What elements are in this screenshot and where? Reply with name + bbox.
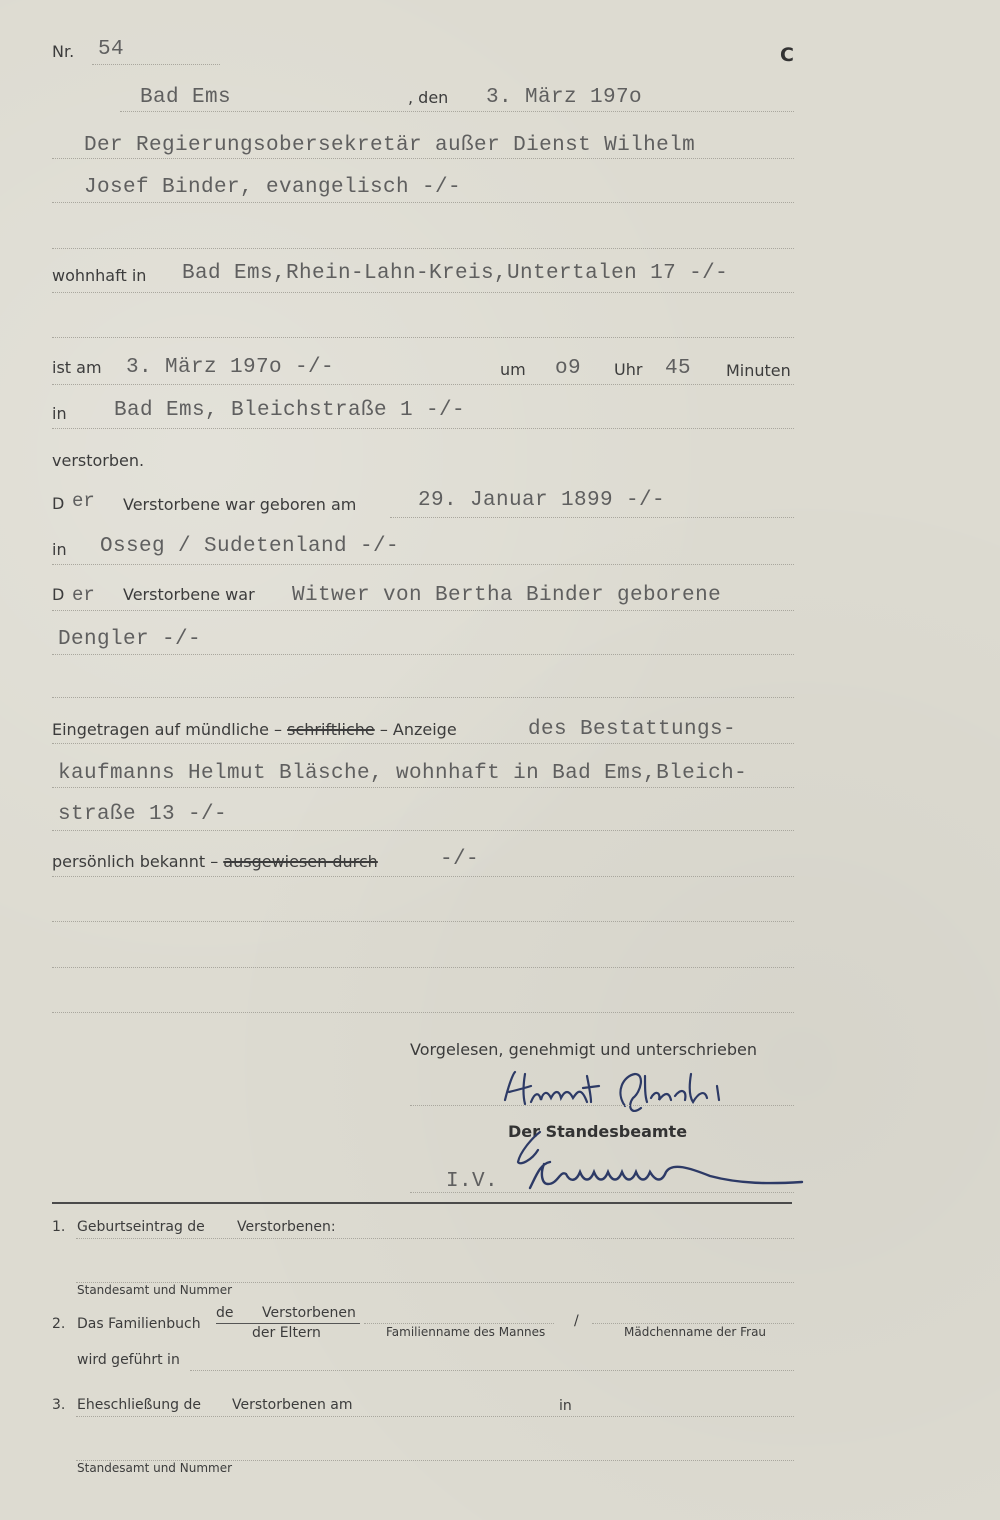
footer-standesamt1-caption: Standesamt und Nummer [77,1283,233,1297]
report-line3: straße 13 -/- [58,803,228,826]
identity-line-4 [52,1012,794,1013]
death-date-label: ist am [52,358,102,377]
footer-item2-de: de [216,1305,234,1321]
marital-article: er [72,584,95,606]
iv-label: I.V. [446,1170,499,1193]
footer-item1-word: Verstorbenen: [237,1219,336,1235]
footer-standesamt3-caption: Standesamt und Nummer [77,1461,233,1475]
marital-line-2 [52,654,794,655]
den-label: , den [408,88,449,107]
nr-value: 54 [98,38,125,61]
footer-item3-number: 3. [52,1397,66,1413]
footer-item3-in: in [559,1398,572,1414]
marital-label: Verstorbene war [123,585,255,604]
residence-value: Bad Ems,Rhein-Lahn-Kreis,Untertalen 17 -/- [182,262,729,285]
footer-item3-label: Eheschließung de [77,1397,201,1413]
place-date-line [120,111,794,112]
informant-signature [495,1062,755,1118]
report-line-rule-1 [52,743,794,744]
death-place-label: in [52,404,67,423]
death-hour: o9 [555,357,582,380]
footer-item3-word: Verstorbenen am [232,1397,353,1413]
footer-item2-number: 2. [52,1316,66,1332]
deceased-name-line1: Der Regierungsobersekretär außer Dienst Wilhelm [84,134,696,157]
footer-husband-name-caption: Familienname des Mannes [386,1325,546,1339]
registrar-signature-line [410,1192,794,1193]
death-time-line [52,384,794,385]
birth-place-label: in [52,540,67,559]
footer-maiden-name-line [592,1323,794,1324]
deceased-name-line2: Josef Binder, evangelisch -/- [84,176,462,199]
identity-value: -/- [440,848,480,871]
marital-d-label: D [52,585,65,604]
footer-husband-name-line [364,1323,554,1324]
birth-label: Verstorbene war geboren am [123,495,357,514]
marital-line-3 [52,697,794,698]
um-label: um [500,360,526,379]
footer-item2-fraction-bar [216,1323,360,1324]
birth-date: 29. Januar 1899 -/- [418,489,666,512]
footer-item3-line [76,1416,794,1417]
birth-date-line [390,517,794,518]
approval-text: Vorgelesen, genehmigt und unterschrieben [410,1040,758,1059]
death-place: Bad Ems, Bleichstraße 1 -/- [114,399,466,422]
birth-article: er [72,490,95,512]
residence-label: wohnhaft in [52,266,147,285]
nr-line [92,64,220,65]
identity-line-1 [52,876,794,877]
informant-signature-line [410,1105,794,1106]
report-label-struck: schriftliche [287,720,375,739]
birth-d-label: D [52,494,65,513]
identity-label [52,852,378,871]
footer-name-slash: / [574,1313,579,1329]
footer-item2-kept-in: wird geführt in [77,1352,180,1368]
verstorben-label: verstorben. [52,451,145,470]
death-minute: 45 [665,357,692,380]
identity-line-2 [52,921,794,922]
uhr-label: Uhr [614,360,643,379]
identity-label-start: persönlich bekannt – [52,852,219,871]
report-label-end: – Anzeige [379,720,457,739]
marital-status-line2: Dengler -/- [58,628,202,651]
birth-place: Osseg / Sudetenland -/- [100,535,400,558]
marital-line-1 [52,610,794,611]
report-label [52,720,457,739]
form-code: C [780,44,794,66]
nr-label: Nr. [52,42,75,61]
footer-item1-number: 1. [52,1219,66,1235]
minuten-label: Minuten [726,361,791,380]
footer-item2-kept-line [190,1370,794,1371]
footer-item2-deceased: Verstorbenen [262,1305,356,1321]
birth-place-line [52,564,794,565]
identity-line-3 [52,967,794,968]
report-line2: kaufmanns Helmut Bläsche, wohnhaft in Bad Ems,Bleich- [58,762,748,785]
footer-rule [52,1202,792,1204]
footer-item1-label: Geburtseintrag de [77,1219,205,1235]
footer-item2-parents: der Eltern [252,1325,321,1341]
person-line-3 [52,248,794,249]
footer-maiden-name-caption: Mädchenname der Frau [624,1325,767,1339]
marital-status-line1: Witwer von Bertha Binder geborene [292,584,722,607]
registrar-signature [510,1112,810,1194]
registrar-title: Der Standesbeamte [508,1122,688,1141]
place-of-registration: Bad Ems [140,86,232,109]
residence-line-2 [52,337,794,338]
report-line-rule-3 [52,830,794,831]
report-line1: des Bestattungs- [528,718,737,741]
death-place-line [52,428,794,429]
identity-label-struck: ausgewiesen durch [223,852,378,871]
footer-item2-label: Das Familienbuch [77,1316,201,1332]
person-line-2 [52,202,794,203]
residence-line-1 [52,292,794,293]
report-label-start: Eingetragen auf mündliche – [52,720,283,739]
report-line-rule-2 [52,787,794,788]
footer-item1-line [76,1238,794,1239]
registration-date: 3. März 197o [486,86,643,109]
person-line-1 [52,158,794,159]
death-date: 3. März 197o -/- [126,356,335,379]
